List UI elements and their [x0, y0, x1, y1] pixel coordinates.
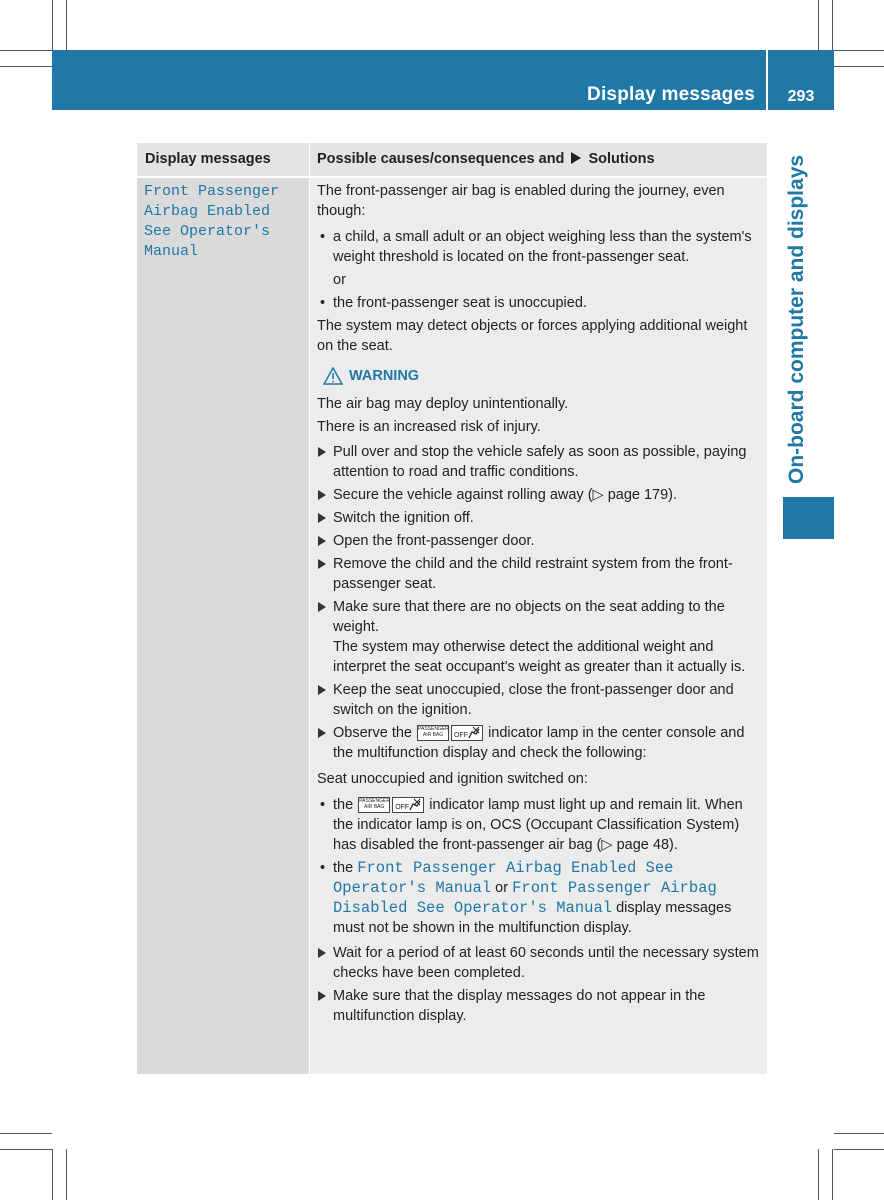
column-header-causes-label: Possible causes/consequences and: [317, 151, 565, 167]
step-item: [317, 554, 763, 594]
page-number: 293: [787, 88, 815, 105]
step-text: Make sure that there are no objects on the seat adding to the weight.: [333, 599, 725, 635]
step-item: [317, 485, 763, 505]
list-item: [317, 795, 763, 855]
step-item: [317, 531, 763, 551]
right-triangle-arrow-icon: [318, 490, 326, 500]
table-header-cell: [310, 143, 767, 176]
passenger-airbag-label-icon: [417, 725, 449, 741]
right-triangle-arrow-icon: [318, 728, 326, 738]
list-item: [317, 293, 763, 313]
lamp-label-text: PASSENGER: [418, 726, 449, 733]
crop-mark: [52, 1149, 53, 1200]
crop-mark: [52, 0, 53, 50]
crop-mark: [0, 66, 52, 67]
right-triangle-arrow-icon: [318, 948, 326, 958]
list-item-text: the: [333, 860, 354, 876]
warning-label: WARNING: [349, 368, 420, 384]
right-triangle-arrow-icon: [570, 152, 582, 164]
right-triangle-arrow-icon: [318, 559, 326, 569]
page-title: Display messages: [587, 84, 755, 105]
bullet-icon: •: [320, 295, 326, 311]
crop-mark: [818, 0, 819, 50]
lamp-off-text: OFF: [454, 732, 469, 740]
step-text: Keep the seat unoccupied, close the front-passenger door and switch on the ignition.: [333, 682, 734, 718]
right-triangle-arrow-icon: [318, 991, 326, 1001]
step-text: Observe the: [333, 725, 412, 741]
bullet-icon: •: [320, 797, 326, 813]
crop-mark: [834, 66, 884, 67]
lamp-label-text: AIR BAG: [422, 732, 444, 739]
step-text: Secure the vehicle against rolling away (▷ page 179).: [333, 487, 678, 503]
crop-mark: [832, 1149, 833, 1200]
crop-mark: [834, 1133, 884, 1134]
passenger-airbag-off-indicator-icon: [392, 797, 424, 813]
display-message-text: Front Passenger Airbag Enabled See Operator's Manual: [144, 183, 280, 260]
inline-display-message: Front Passenger Airbag Disabled See Operator's Manual: [333, 879, 717, 917]
step-item: [317, 597, 763, 637]
crop-mark: [0, 1149, 52, 1150]
right-triangle-arrow-icon: [318, 513, 326, 523]
bullet-icon: •: [320, 860, 326, 876]
crop-mark: [834, 50, 884, 51]
solutions-content: [317, 181, 763, 1029]
section-side-tab: [783, 497, 834, 539]
step-item: [317, 943, 763, 983]
step-item: [317, 986, 763, 1026]
column-header-solutions-label: Solutions: [588, 151, 655, 167]
warning-triangle-icon: [323, 367, 343, 385]
lamp-label-text: PASSENGER: [359, 798, 390, 805]
detect-text: The system may detect objects or forces applying additional weight on the seat.: [317, 318, 748, 354]
seat-unoccupied-text: Seat unoccupied and ignition switched on:: [317, 771, 588, 787]
list-item-text: the: [333, 797, 354, 813]
step-item: [317, 442, 763, 482]
lamp-label-text: AIR BAG: [364, 804, 385, 811]
intro-text: The front-passenger air bag is enabled during the journey, even though:: [317, 183, 725, 219]
messages-table: [137, 143, 767, 1074]
table-header-cell: [137, 143, 309, 176]
step-text: Switch the ignition off.: [333, 510, 474, 526]
warning-text: The air bag may deploy unintentionally.: [317, 396, 569, 412]
or-text: or: [333, 272, 346, 288]
crop-mark: [0, 50, 52, 51]
table-cell-message: [137, 178, 309, 1074]
right-triangle-arrow-icon: [318, 602, 326, 612]
step-text: Remove the child and the child restraint system from the front-passenger seat.: [333, 556, 733, 592]
right-triangle-arrow-icon: [318, 536, 326, 546]
step-item: [317, 680, 763, 720]
warning-heading: [323, 366, 763, 386]
crossed-airbag-icon: [467, 726, 481, 739]
step-text: indicator lamp in the center console and the multifunction display and check the following:: [333, 725, 745, 761]
section-side-title: On-board computer and displays: [785, 154, 808, 484]
crop-mark: [66, 1149, 67, 1200]
list-item-text: display messages must not be shown in the multifunction display.: [333, 900, 732, 936]
crop-mark: [818, 1149, 819, 1200]
crossed-airbag-icon: [408, 798, 422, 811]
list-item-text: the front-passenger seat is unoccupied.: [333, 295, 587, 311]
list-item: [317, 858, 763, 938]
crop-mark: [0, 1133, 52, 1134]
list-item-text: a child, a small adult or an object weighing less than the system's weight threshold is located on the front-passenger seat.: [333, 229, 752, 265]
step-item: [317, 508, 763, 528]
list-item-text: or: [495, 880, 509, 896]
step-text: Make sure that the display messages do not appear in the multifunction display.: [333, 988, 706, 1024]
step-note: The system may otherwise detect the additional weight and interpret the seat occupant's weight as greater than it actually is.: [333, 639, 746, 675]
lamp-off-text: OFF: [395, 804, 410, 812]
right-triangle-arrow-icon: [318, 447, 326, 457]
warning-text: There is an increased risk of injury.: [317, 419, 541, 435]
step-item: [317, 723, 763, 763]
step-text: Open the front-passenger door.: [333, 533, 535, 549]
table-cell-solutions: [310, 178, 767, 1074]
right-triangle-arrow-icon: [318, 685, 326, 695]
list-item: [317, 227, 763, 267]
inline-display-message: Front Passenger Airbag Enabled See Operator's Manual: [333, 859, 674, 897]
list-item-text: indicator lamp must light up and remain lit. When the indicator lamp is on, OCS (Occupant Classification System) has disabled the front-passenger air bag (▷ page 48).: [333, 797, 743, 853]
crop-mark: [832, 0, 833, 50]
crop-mark: [66, 0, 67, 50]
passenger-airbag-label-icon: [358, 797, 390, 813]
column-header-display-messages: Display messages: [145, 151, 271, 167]
crop-mark: [834, 1149, 884, 1150]
passenger-airbag-off-indicator-icon: [451, 725, 483, 741]
column-header-causes: [317, 151, 655, 167]
step-text: Pull over and stop the vehicle safely as soon as possible, paying attention to road and traffic conditions.: [333, 444, 747, 480]
step-text: Wait for a period of at least 60 seconds until the necessary system checks have been completed.: [333, 945, 759, 981]
bullet-icon: •: [320, 229, 326, 245]
